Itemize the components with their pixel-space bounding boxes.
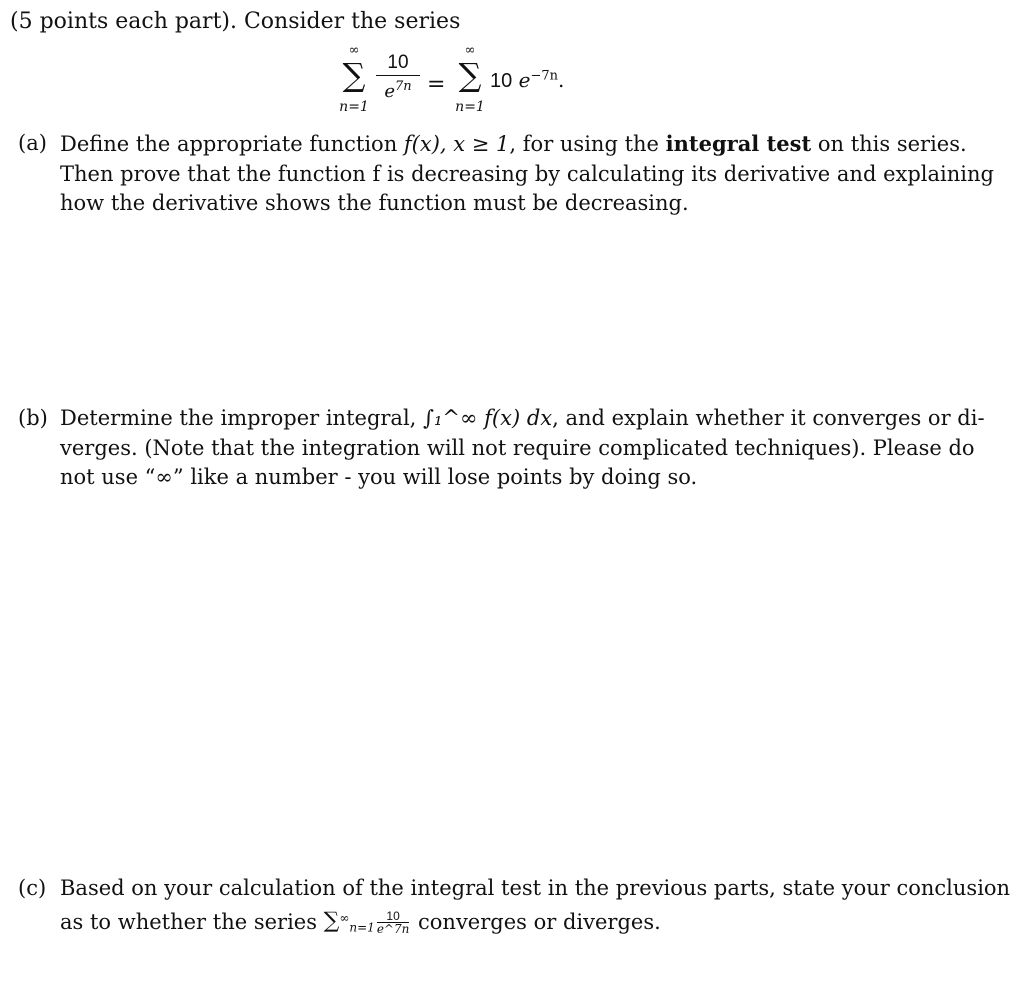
part-a-line-2: Then prove that the function f is decreasing by calculating its derivative and explaining [60,161,994,186]
part-c [18,874,1011,942]
part-b-label: (b) [18,406,48,430]
problem-intro: (5 points each part). Consider the series [10,9,461,34]
part-a [18,129,1008,219]
part-b-line-2: verges. (Note that the integration will not require complicated techniques). Please do [60,435,975,460]
sum-upper-limit: ∞ [348,43,360,58]
sum-lower-limit: n=1 [455,99,485,115]
inline-fraction: $\frac{10}{e\^{}7n}$ [376,909,410,937]
series-term: 10 $e^{-7n}$. [490,68,565,92]
series-equation [332,44,612,124]
equals-sign: = [427,72,446,97]
sum-lower-limit: n=1 [339,99,369,115]
part-b [18,404,1008,493]
part-b-line-3: not use “∞” like a number - you will lose points by doing so. [60,465,698,489]
part-c-line-2: as to whether the series $\sum^\infty_{n=1}$ $\frac{10}{e\^{}7n}$ converges or diverges. [60,904,1008,943]
summation-left [332,44,376,116]
fraction-denominator: $e^{7n}$ [384,79,412,102]
sum-upper-limit: ∞ [464,43,476,58]
part-a-line-1: Define the appropriate function f(x), x ≥ 1, for using the integral test on this series. [60,131,967,156]
part-b-line-1: Determine the improper integral, ∫₁^∞ f(x) dx, and explain whether it converges or di- [60,406,985,430]
series-fraction [376,52,420,103]
summation-right [448,44,492,116]
part-a-line-3: how the derivative shows the function must be decreasing. [60,191,689,215]
sigma-symbol: ∑ [458,56,482,94]
sigma-symbol: ∑ [342,56,366,94]
part-a-label: (a) [18,131,47,155]
fraction-numerator: 10 [376,52,420,76]
part-c-label: (c) [18,876,47,900]
part-c-line-1: Based on your calculation of the integral test in the previous parts, state your conclusion [60,876,1011,900]
inline-series: $\sum^\infty_{n=1}$ [323,908,375,934]
